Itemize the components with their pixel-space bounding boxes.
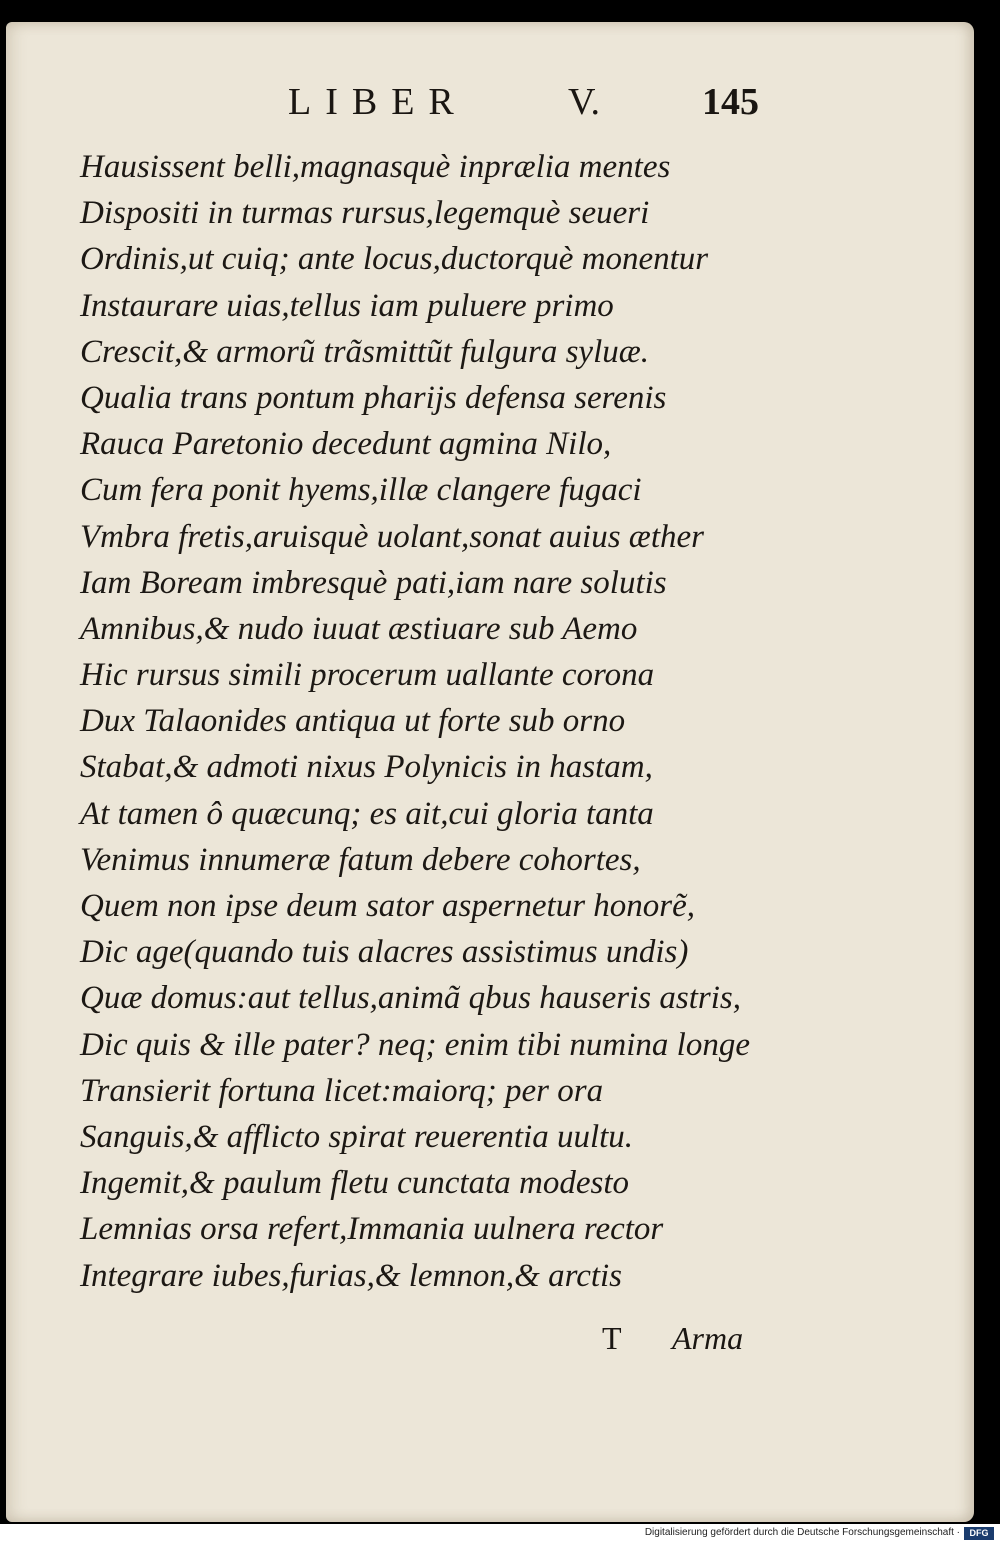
verse-line: At tamen ô quæcunq; es ait,cui gloria tanta (80, 795, 654, 832)
catchword: Arma (672, 1320, 744, 1356)
verse-line: Quem non ipse deum sator aspernetur honorẽ, (80, 888, 696, 924)
signature-mark: T (602, 1320, 622, 1356)
verse-line: Transierit fortuna licet:maiorq; per ora (80, 1072, 604, 1109)
page-number: 145 (702, 81, 759, 123)
verse-line: Hausissent belli,magnasquè inprælia mentes (80, 149, 671, 185)
book-page (6, 22, 974, 1522)
verse-line: Instaurare uias,tellus iam puluere primo (80, 287, 614, 324)
verse-list (80, 144, 820, 1299)
verse-line: Hic rursus simili procerum uallante corona (80, 657, 655, 694)
dfg-logo-icon[interactable]: DFG (964, 1527, 994, 1540)
verse-line: Qualia trans pontum pharijs defensa serenis (80, 379, 667, 416)
verse-line: Ordinis,ut cuiq; ante locus,ductorquè monentur (80, 241, 709, 278)
verse-line: Lemnias orsa refert,Immania uulnera rector (80, 1211, 664, 1248)
verse-line: Amnibus,& nudo iuuat æstiuare sub Aemo (80, 610, 638, 647)
verse-line: Venimus innumeræ fatum debere cohortes, (80, 841, 641, 878)
verse-line: Iam Boream imbresquè pati,iam nare solutis (80, 564, 667, 601)
page-header (6, 80, 974, 130)
verse-line: Dic quis & ille pater? neq; enim tibi numina longe (80, 1026, 750, 1063)
verse-line: Stabat,& admoti nixus Polynicis in hastam, (80, 749, 653, 786)
running-title: LIBER (288, 81, 468, 123)
verse-line: Dux Talaonides antiqua ut forte sub orno (80, 703, 626, 740)
verse-line: Dispositi in turmas rursus,legemquè seueri (80, 195, 650, 232)
verse-line: Rauca Paretonio decedunt agmina Nilo, (80, 426, 612, 463)
verse-line: Cum fera ponit hyems,illæ clangere fugaci (80, 472, 642, 509)
verse-line: Quæ domus:aut tellus,animã qbus hauseris astris, (80, 980, 741, 1017)
verse-line: Vmbra fretis,aruisquè uolant,sonat auius æther (80, 518, 704, 555)
verse-line: Sanguis,& afflicto spirat reuerentia uultu. (80, 1118, 634, 1155)
catchword-row (6, 1320, 974, 1366)
funding-credit: Digitalisierung gefördert durch die Deutsche Forschungsgemeinschaft · (644, 1527, 960, 1538)
verse-line: Integrare iubes,furias,& lemnon,& arctis (80, 1257, 623, 1294)
verse-line: Dic age(quando tuis alacres assistimus undis) (80, 934, 689, 971)
verse-line: Ingemit,& paulum fletu cunctata modesto (80, 1165, 629, 1202)
verse-line: Crescit,& armorũ trãsmittũt fulgura syluæ. (80, 333, 649, 370)
digitization-footer (0, 1524, 1000, 1544)
book-number: V. (568, 81, 601, 123)
